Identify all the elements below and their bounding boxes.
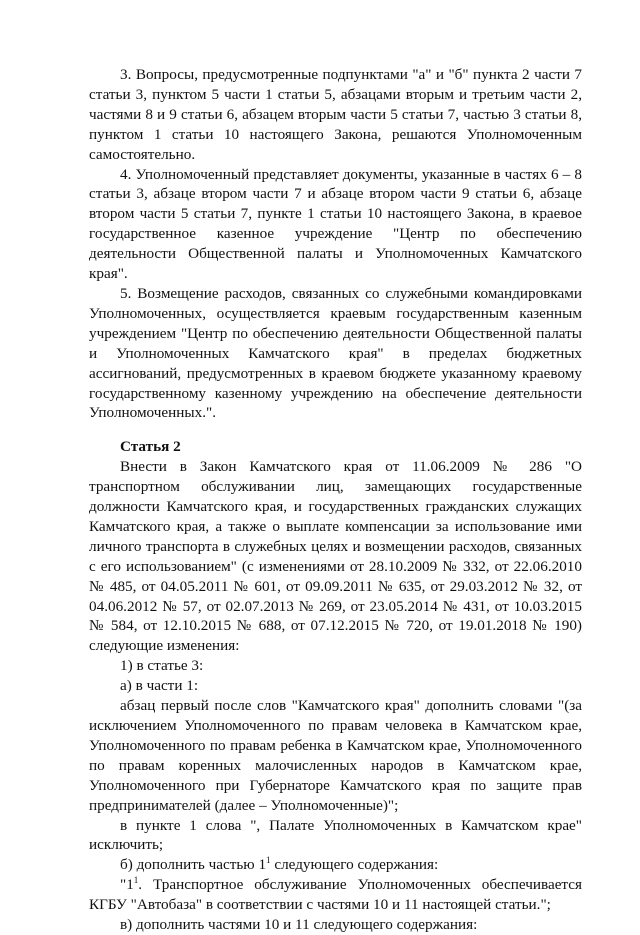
item-1-b-superscript: 1: [266, 855, 271, 866]
article-2-intro: Внести в Закон Камчатского края от 11.06.2009 № 286 "О транспортном обслуживании лиц, замещающих государственные должности Камчатского края, и государственных гражданских служащих Камчатского края, а также о выплате компенсации за использование ими личного транспорта в служебных целях и возмещении расходов, связанных с его использованием" (с изменениями от 28.10.2009 № 332, от 22.06.2010 № 485, от 04.05.2011 № 601, от 09.09.2011 № 635, от 29.03.2012 № 32, от 04.06.2012 № 57, от 02.07.2013 № 269, от 23.05.2014 № 431, от 10.03.2015 № 584, от 12.10.2015 № 688, от 07.12.2015 № 720, от 19.01.2018 № 190) следующие изменения:: [89, 458, 582, 655]
quoted-part-1-1: [89, 875, 582, 915]
item-1-b: [89, 855, 582, 875]
quoted-part-1-1-text: . Транспортное обслуживание Уполномоченных обеспечивается КГБУ "Автобаза" в соответствии с частями 10 и 11 настоящей статьи.";: [89, 876, 582, 914]
item-1: 1) в статье 3:: [120, 657, 204, 675]
item-1-a-paragraph-1: абзац первый после слов "Камчатского края" дополнить словами "(за исключением Уполномоченного по правам человека в Камчатском крае, Уполномоченного по правам ребенка в Камчатском крае, Уполномоченного по правам коренных малочисленных народов в Камчатском крае, Уполномоченного при Губернаторе Камчатского края по защите прав предпринимателей (далее – Уполномоченные)";: [89, 697, 582, 814]
quoted-part-1-1-start: "1: [120, 876, 134, 894]
paragraph-5: 5. Возмещение расходов, связанных со служебными командировками Уполномоченных, осуществляется краевым государственным казенным учреждением "Центр по обеспечению деятельности Общественной палаты и Уполномоченных Камчатского края" в пределах бюджетных ассигнований, предусмотренных в краевом бюджете указанному краевому государственному казенному учреждению на обеспечение деятельности Уполномоченных.".: [89, 284, 582, 422]
item-1-b-text: б) дополнить частью 1: [120, 856, 267, 874]
item-1-a: а) в части 1:: [120, 677, 199, 695]
document-page: [89, 65, 582, 935]
quoted-part-1-1-superscript: 1: [133, 875, 139, 886]
item-1-b-text-end: следующего содержания:: [270, 856, 439, 874]
article-2-heading: Статья 2: [120, 438, 181, 456]
item-1-a-paragraph-2: в пункте 1 слова ", Палате Уполномоченных в Камчатском крае" исключить;: [89, 816, 582, 854]
paragraph-4: 4. Уполномоченный представляет документы, указанные в частях 6 – 8 статьи 3, абзаце втором части 7 и абзаце втором части 9 статьи 6, абзаце втором части 5 статьи 7, пункте 1 статьи 10 настоящего Закона, в краевое государственное казенное учреждение "Центр по обеспечению деятельности Общественной палаты и Уполномоченных Камчатского края".: [89, 165, 582, 283]
item-1-c: в) дополнить частями 10 и 11 следующего содержания:: [120, 916, 478, 934]
paragraph-3: 3. Вопросы, предусмотренные подпунктами "а" и "б" пункта 2 части 7 статьи 3, пунктом 5 части 1 статьи 5, абзацами вторым и третьим части 2, частями 8 и 9 статьи 6, абзацем вторым части 5 статьи 7, частью 3 статьи 8, пунктом 1 статьи 10 настоящего Закона, решаются Уполномоченным самостоятельно.: [89, 66, 582, 163]
